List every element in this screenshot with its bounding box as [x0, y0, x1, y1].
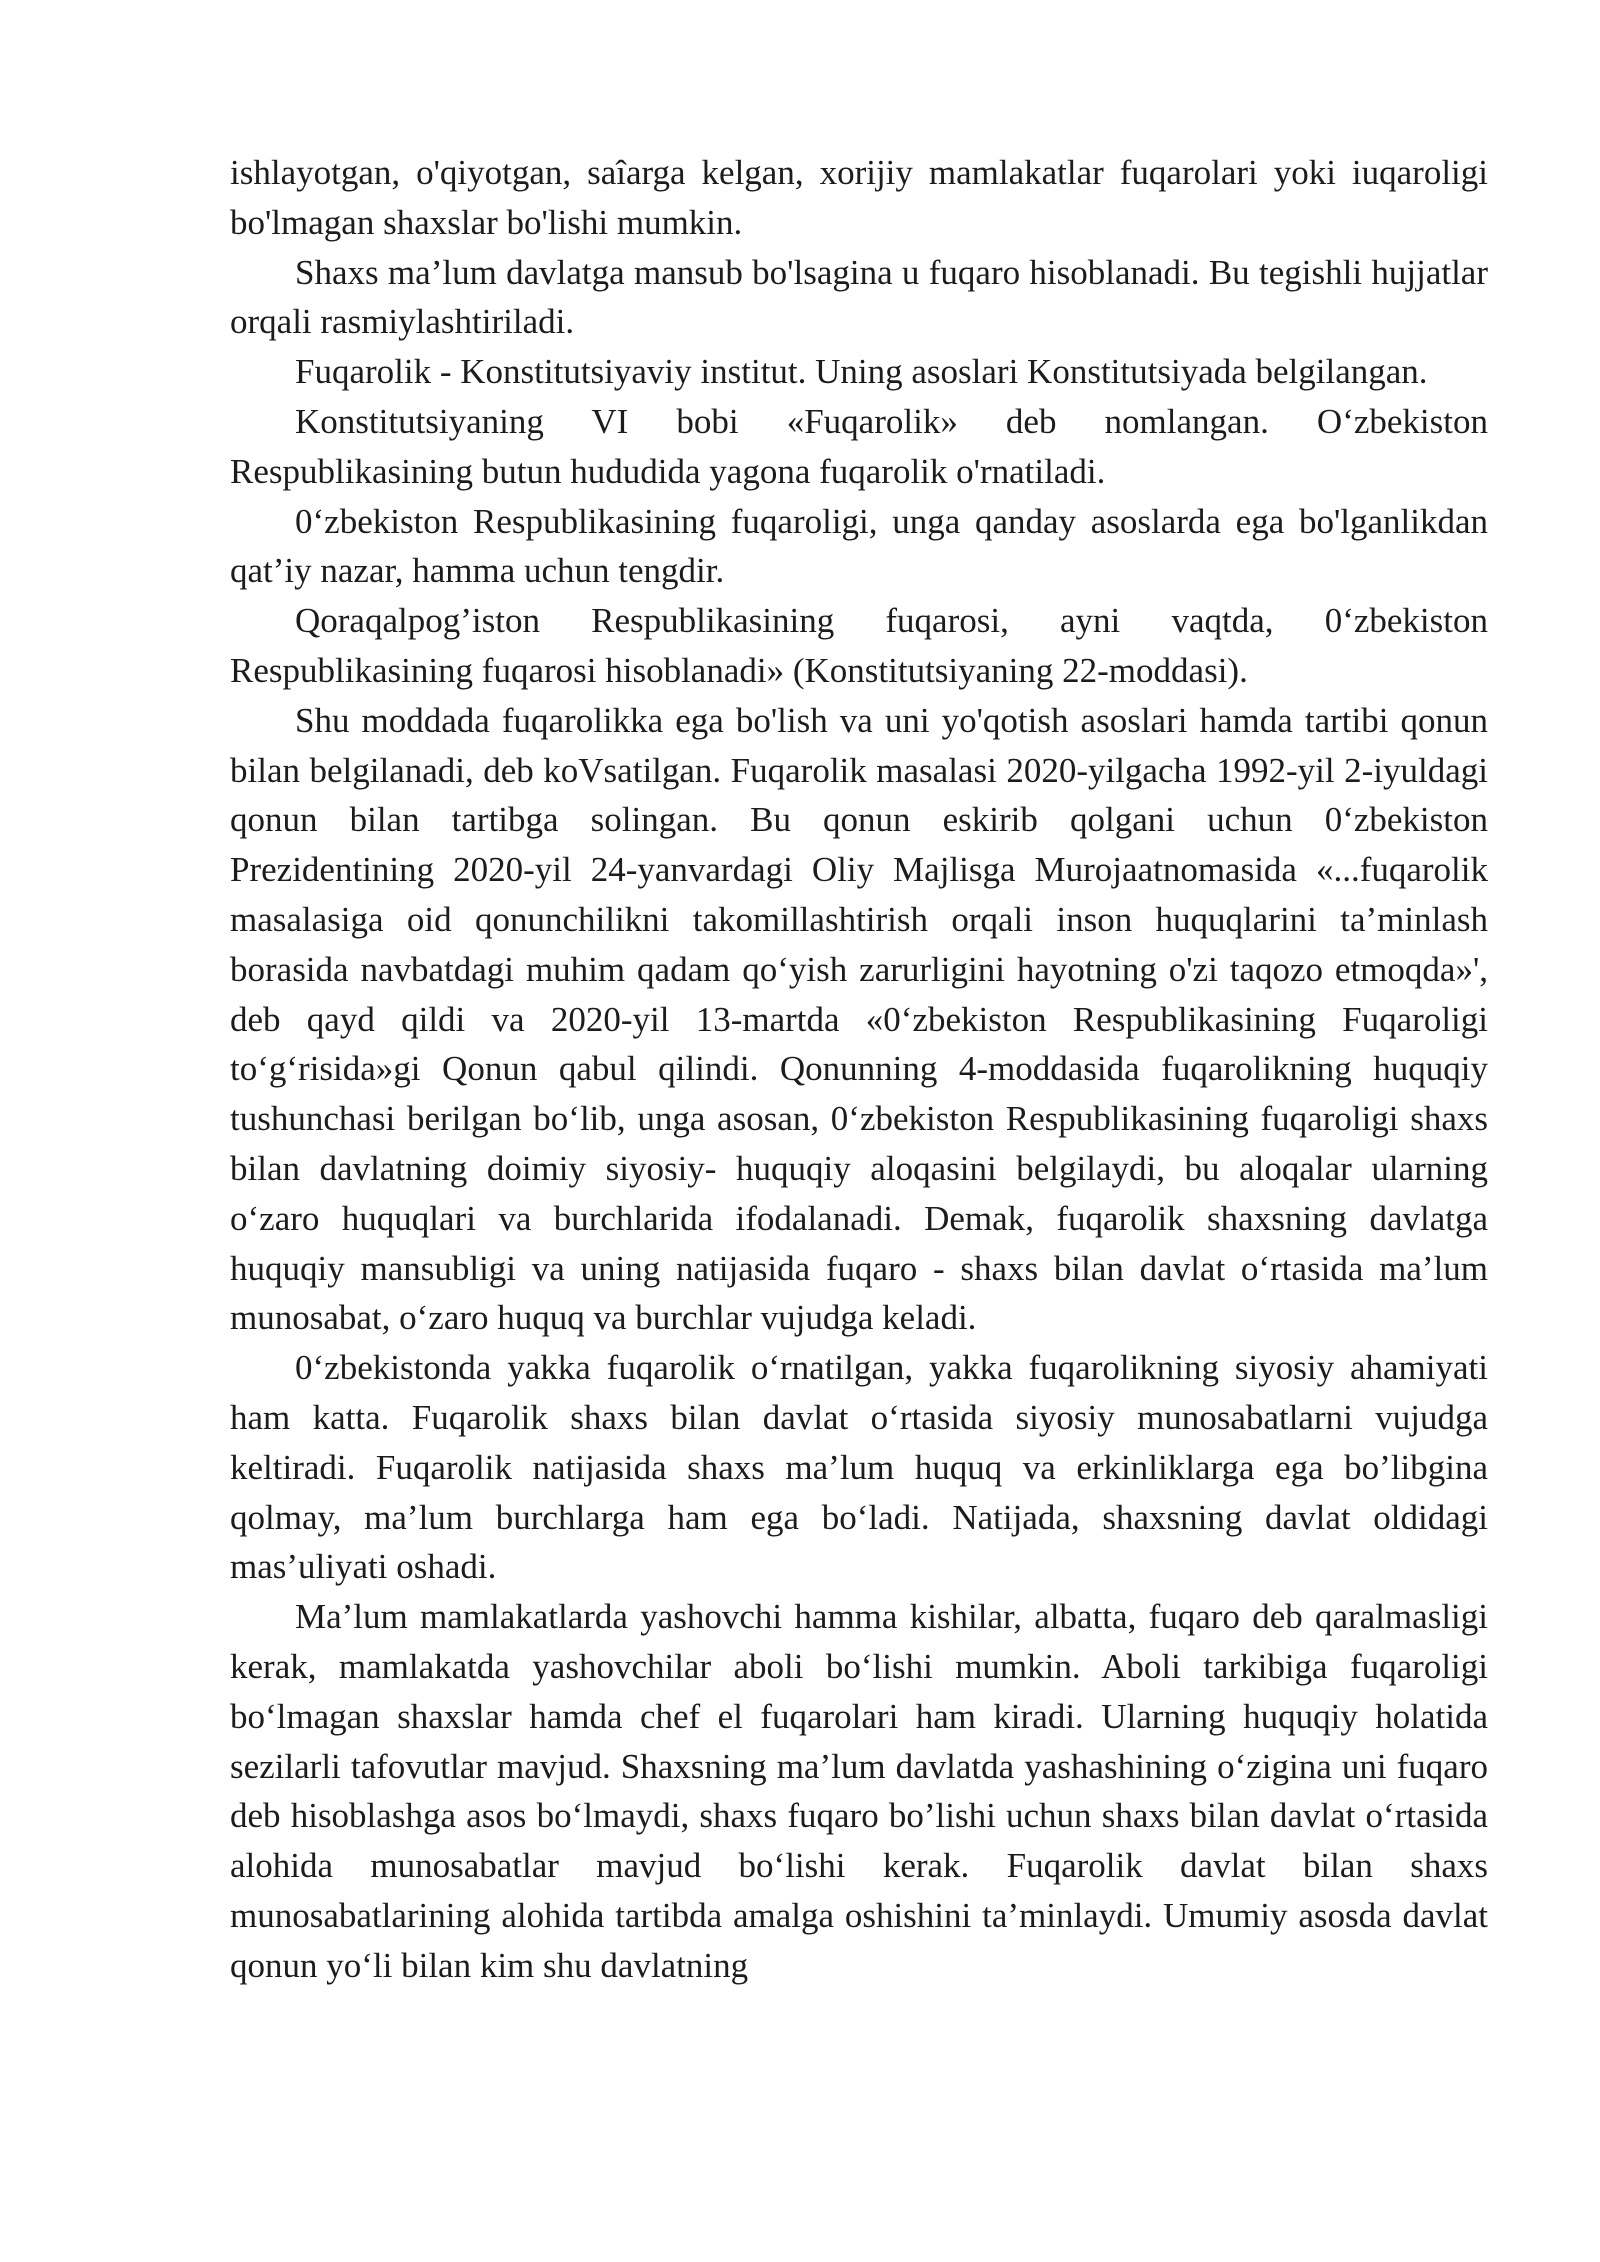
paragraph-chapter-vi: Konstitutsiyaning VI bobi «Fuqarolik» deb nomlangan. O‘zbekiston Respublikasining butun hududida yagona fuqarolik o'rnatiladi. [230, 401, 1488, 491]
paragraph-continuation: ishlayotgan, o'qiyotgan, saîarga kelgan, xorijiy mamlakatlar fuqarolari yoki iuqaroligi bo'lmagan shaxslar bo'lishi mumkin. [230, 153, 1488, 242]
document-page [230, 148, 1488, 1990]
paragraph-equal-citizenship: 0‘zbekiston Respublikasining fuqaroligi, unga qanday asoslarda ega bo'lganlikdan qat’iy nazar, hamma uchun tengdir. [230, 501, 1488, 591]
paragraph-population: Ma’lum mamlakatlarda yashovchi hamma kishilar, albatta, fuqaro deb qaralmasligi kerak, mamlakatda yashovchilar aboli bo‘lishi mumkin. Aboli tarkibiga fuqaroligi bo‘lmagan shaxslar hamda chef el fuqarolari ham kiradi. Ularning huquqiy holatida sezilarli tafovutlar mavjud. Shaxsning ma’lum davlatda yashashining o‘zigina uni fuqaro deb hisoblashga asos bo‘lmaydi, shaxs fuqaro bo’lishi uchun shaxs bilan davlat o‘rtasida alohida munosabatlar mavjud bo‘lishi kerak. Fuqarolik davlat bilan shaxs munosabatlarining alohida tartibda amalga oshishini ta’minlaydi. Umumiy asosda davlat qonun yo‘li bilan kim shu davlatning [230, 1597, 1488, 1985]
paragraph-citizenship-law: Shu moddada fuqarolikka ega bo'lish va uni yo'qotish asoslari hamda tartibi qonun bilan belgilanadi, deb koVsatilgan. Fuqarolik masalasi 2020-yilgacha 1992-yil 2-iyuldagi qonun bilan tartibga solingan. Bu qonun eskirib qolgani uchun 0‘zbekiston Prezidentining 2020-yil 24-yanvardagi Oliy Majlisga Murojaatnomasida «...fuqarolik masalasiga oid qonunchilikni takomillashtirish orqali inson huquqlarini ta’minlash borasida navbatdagi muhim qadam qo‘yish zarurligini hayotning o'zi taqozo etmoqda»', deb qayd qildi va 2020-yil 13-martda «0‘zbekiston Respublikasining Fuqaroligi to‘g‘risida»gi Qonun qabul qilindi. Qonunning 4-moddasida fuqarolikning huquqiy tushunchasi berilgan bo‘lib, unga asosan, 0‘zbekiston Respublikasining fuqaroligi shaxs bilan davlatning doimiy siyosiy- huquqiy aloqasini belgilaydi, bu aloqalar ularning o‘zaro huquqlari va burchlarida ifodalanadi. Demak, fuqarolik shaxsning davlatga huquqiy mansubligi va uning natijasida fuqaro - shaxs bilan davlat o‘rtasida ma’lum munosabat, o‘zaro huquq va burchlar vujudga keladi. [230, 700, 1488, 1338]
paragraph-single-citizenship: 0‘zbekistonda yakka fuqarolik o‘rnatilgan, yakka fuqarolikning siyosiy ahamiyati ham katta. Fuqarolik shaxs bilan davlat o‘rtasida siyosiy munosabatlarni vujudga keltiradi. Fuqarolik natijasida shaxs ma’lum huquq va erkinliklarga ega bo’libgina qolmay, ma’lum burchlarga ham ega bo‘ladi. Natijada, shaxsning davlat oldidagi mas’uliyati oshadi. [230, 1348, 1488, 1587]
paragraph-karakalpakstan: Qoraqalpog’iston Respublikasining fuqarosi, ayni vaqtda, 0‘zbekiston Respublikasining fuqarosi hisoblanadi» (Konstitutsiyaning 22-moddasi). [230, 601, 1488, 690]
paragraph-citizen-definition: Shaxs ma’lum davlatga mansub bo'lsagina u fuqaro hisoblanadi. Bu tegishli hujjatlar orqali rasmiylashtiriladi. [230, 252, 1488, 342]
paragraph-constitutional-institution: Fuqarolik - Konstitutsiyaviy institut. Uning asoslari Konstitutsiyada belgilangan. [295, 352, 1428, 392]
